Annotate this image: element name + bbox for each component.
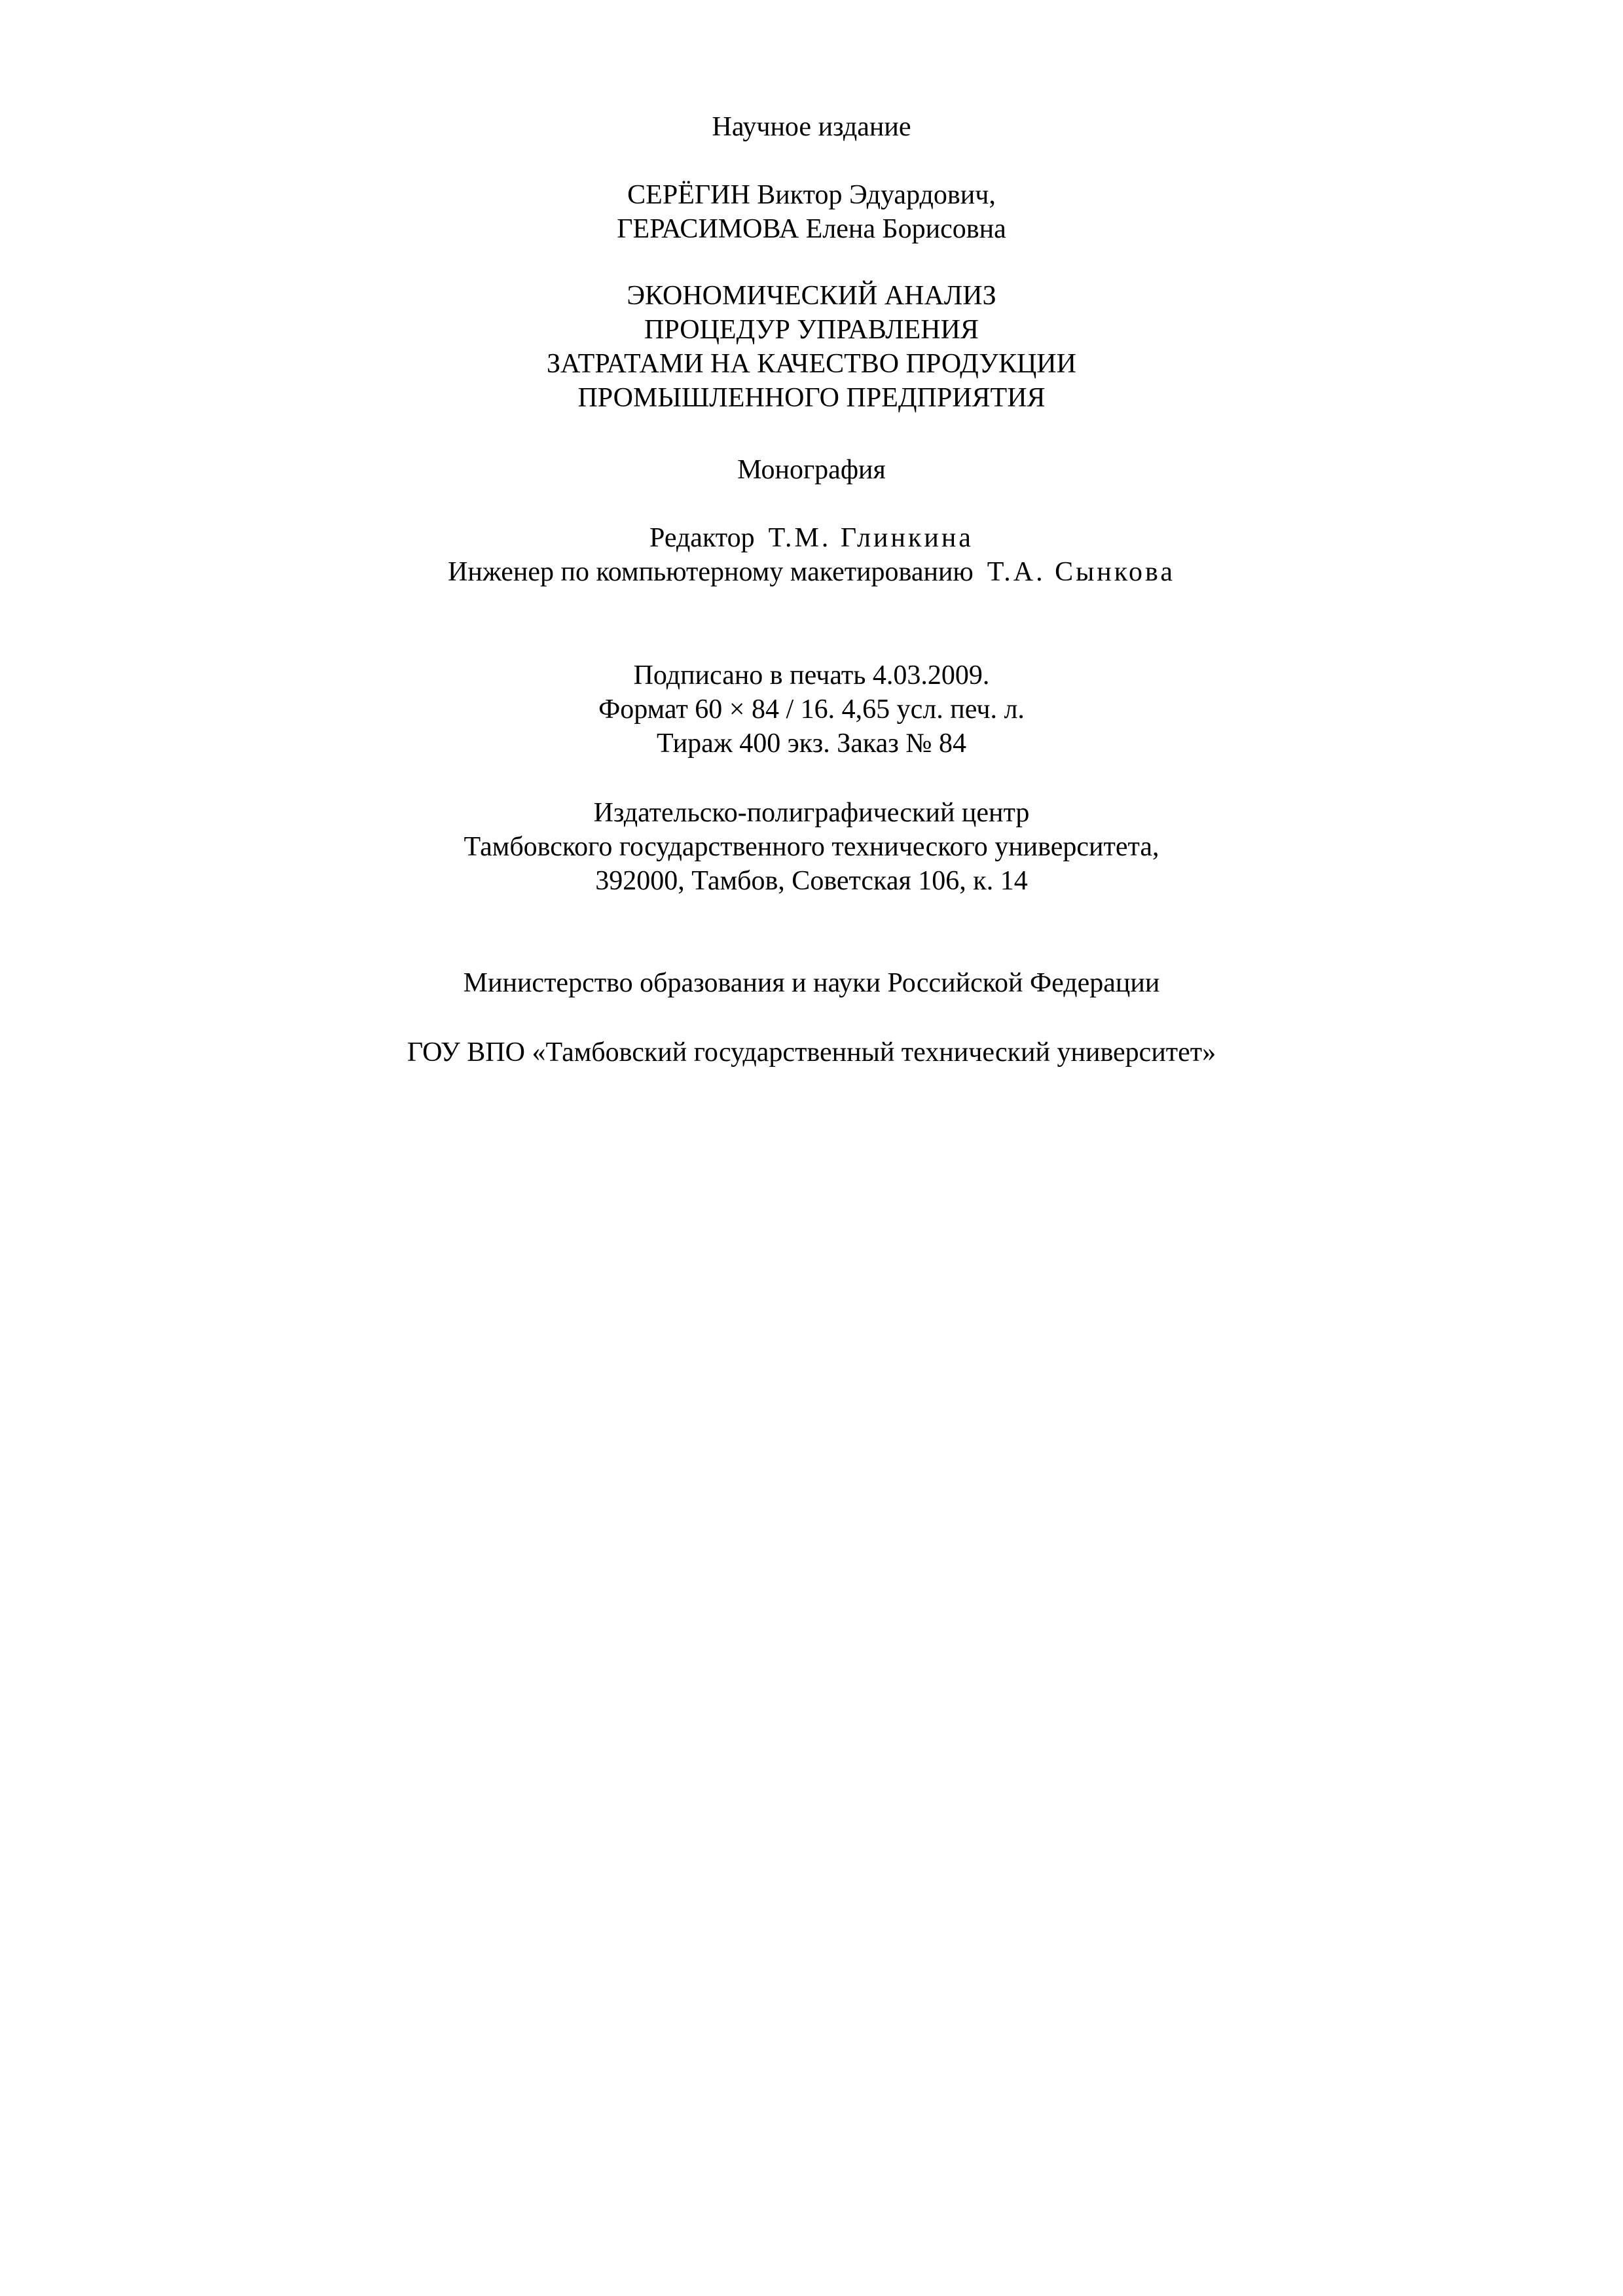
edition-label: Научное издание	[712, 112, 911, 142]
author-line-1: СЕРЁГИН Виктор Эдуардович,	[627, 180, 996, 210]
ministry-name: Министерство образования и науки Российской Федерации	[463, 968, 1160, 998]
layout-engineer-line	[0, 555, 1623, 589]
editor-line	[0, 521, 1623, 555]
format-line: Формат 60 × 84 / 16. 4,65 усл. печ. л.	[598, 694, 1025, 725]
authors-block	[0, 178, 1623, 246]
publisher-block	[0, 796, 1623, 898]
publisher-line-2: Тамбовского государственного технического университета,	[464, 832, 1159, 862]
edition-label-block	[0, 110, 1623, 144]
university-name: ГОУ ВПО «Тамбовский государственный технический университет»	[407, 1037, 1216, 1067]
layout-engineer-role: Инженер по компьютерному макетированию	[448, 557, 974, 587]
title-line-2: ПРОЦЕДУР УПРАВЛЕНИЯ	[644, 315, 979, 345]
editor-name: Т.М. Глинкина	[768, 523, 974, 553]
publication-type: Монография	[737, 455, 886, 485]
editor-role: Редактор	[649, 523, 755, 553]
ministry-block	[0, 966, 1623, 1000]
circulation-line: Тираж 400 экз. Заказ № 84	[657, 728, 966, 759]
signed-to-print: Подписано в печать 4.03.2009.	[633, 660, 990, 691]
publication-type-block	[0, 453, 1623, 487]
title-line-3: ЗАТРАТАМИ НА КАЧЕСТВО ПРОДУКЦИИ	[547, 349, 1076, 379]
print-info-block	[0, 658, 1623, 761]
credits-block	[0, 521, 1623, 589]
title-line-4: ПРОМЫШЛЕННОГО ПРЕДПРИЯТИЯ	[577, 383, 1046, 413]
publisher-address: 392000, Тамбов, Советская 106, к. 14	[595, 866, 1028, 896]
author-line-2: ГЕРАСИМОВА Елена Борисовна	[617, 214, 1006, 244]
university-block	[0, 1035, 1623, 1069]
layout-engineer-name: Т.А. Сынкова	[987, 557, 1175, 587]
book-title-block	[0, 279, 1623, 415]
title-line-1: ЭКОНОМИЧЕСКИЙ АНАЛИЗ	[627, 281, 996, 311]
publisher-line-1: Издательско-полиграфический центр	[593, 798, 1030, 828]
